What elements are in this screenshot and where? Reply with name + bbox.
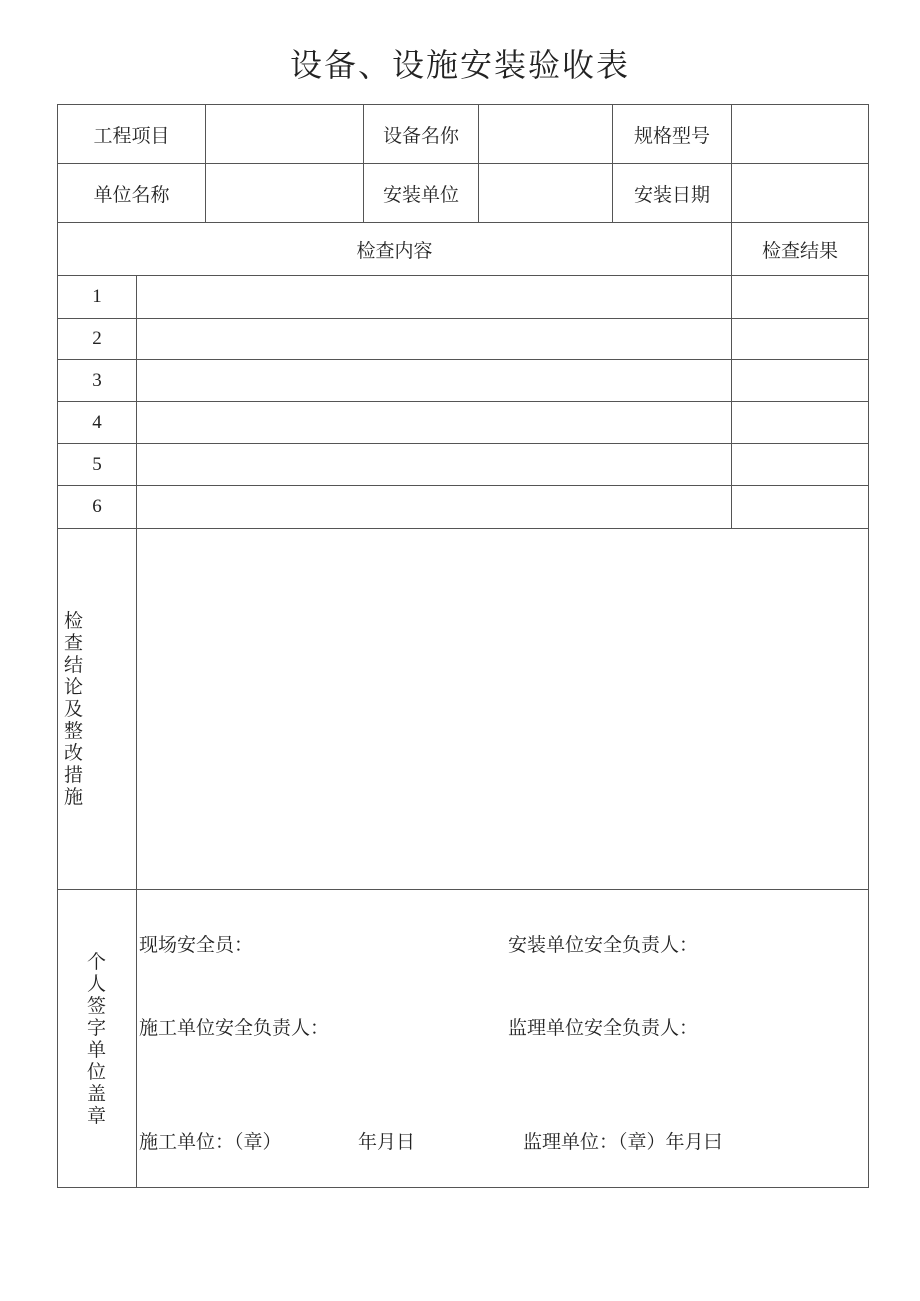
check-result-field[interactable]	[732, 402, 869, 444]
check-row-number: 5	[58, 444, 137, 486]
conclusion-label: 检查结论及整改措施	[64, 610, 84, 808]
check-result-field[interactable]	[732, 276, 869, 319]
check-result-field[interactable]	[732, 444, 869, 486]
check-row	[58, 486, 869, 529]
install-unit-value-field[interactable]	[479, 164, 613, 223]
label-spec-model: 规格型号	[613, 105, 732, 164]
check-result-field[interactable]	[732, 319, 869, 360]
check-content-header: 检查内容	[58, 223, 732, 276]
signature-label-cell	[58, 890, 137, 1188]
label-equipment-name: 设备名你	[364, 105, 479, 164]
check-content-field[interactable]	[137, 402, 732, 444]
safety-officer-label: 现场安全员：	[139, 934, 254, 956]
signature-area[interactable]	[137, 890, 869, 1188]
label-unit-name: 单位名称	[58, 164, 206, 223]
check-row-number: 3	[58, 360, 137, 402]
conclusion-row	[58, 529, 869, 890]
page-title: 设备、设施安装验收表	[289, 46, 630, 84]
supervision-unit-stamp-label: 监理单位：（章）年月曰	[523, 1131, 723, 1153]
check-result-field[interactable]	[732, 360, 869, 402]
check-header-row	[58, 223, 869, 276]
check-content-field[interactable]	[137, 319, 732, 360]
equipment-name-value-field[interactable]	[479, 105, 613, 164]
conclusion-label-cell	[58, 529, 137, 890]
signature-row	[58, 890, 869, 1188]
construction-unit-stamp-label: 施工单位：（章）	[139, 1131, 282, 1153]
check-row-number: 6	[58, 486, 137, 529]
construction-safety-head-label: 施工单位安全负责人：	[139, 1017, 330, 1039]
label-install-unit: 安装单位	[364, 164, 479, 223]
spec-model-value-field[interactable]	[732, 105, 869, 164]
label-project: 工程项目	[58, 105, 206, 164]
check-content-field[interactable]	[137, 444, 732, 486]
conclusion-field[interactable]	[137, 529, 869, 890]
check-row	[58, 360, 869, 402]
install-date-value-field[interactable]	[732, 164, 869, 223]
header-row-1	[58, 105, 869, 164]
header-row-2	[58, 164, 869, 223]
check-result-header: 检查结果	[732, 223, 869, 276]
construction-date-label: 年月日	[358, 1131, 416, 1153]
project-value-field[interactable]	[206, 105, 364, 164]
check-row-number: 1	[58, 276, 137, 319]
check-row	[58, 444, 869, 486]
check-result-field[interactable]	[732, 486, 869, 529]
install-safety-head-label: 安装单位安全负责人：	[508, 934, 699, 956]
check-content-field[interactable]	[137, 486, 732, 529]
acceptance-form-table	[57, 104, 869, 1188]
check-row-number: 2	[58, 319, 137, 360]
signature-label: 个人签字单位盖章	[87, 950, 107, 1127]
check-row	[58, 402, 869, 444]
check-row	[58, 276, 869, 319]
check-content-field[interactable]	[137, 276, 732, 319]
check-row	[58, 319, 869, 360]
label-install-date: 安装日期	[613, 164, 732, 223]
supervision-safety-head-label: 监理单位安全负责人：	[508, 1017, 699, 1039]
check-content-field[interactable]	[137, 360, 732, 402]
check-row-number: 4	[58, 402, 137, 444]
unit-name-value-field[interactable]	[206, 164, 364, 223]
